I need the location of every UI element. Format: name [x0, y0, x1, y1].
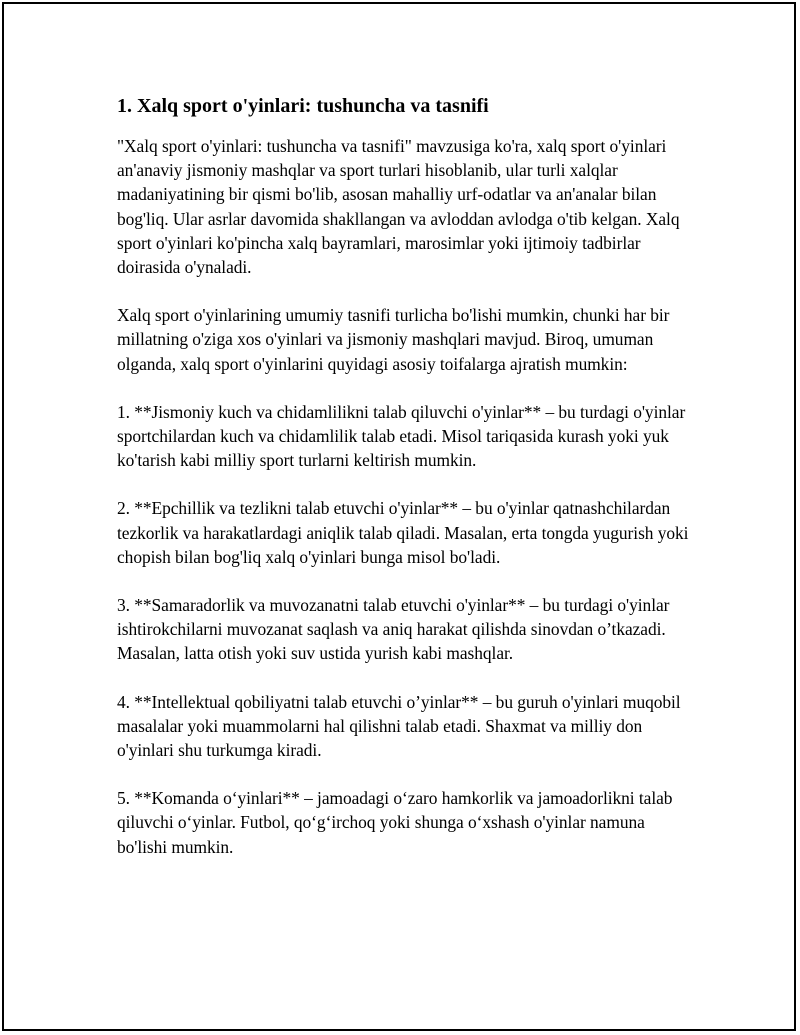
- list-item-intellectual-games: 4. **Intellektual qobiliyatni talab etuvchi o’yinlar** – bu guruh o'yinlari muqobil masalalar yoki muammolarni hal qilishni talab etadi. Shaxmat va milliy don o'yinlari shu turkumga kiradi.: [117, 691, 681, 761]
- list-item-balance-games: 3. **Samaradorlik va muvozanatni talab etuvchi o'yinlar** – bu turdagi o'yinlar ishtirokchilarni muvozanat saqlash va aniq harakat qilishda sinovdan o’tkazadi. Masalan, latta otish yoki suv ustida yurish kabi mashqlar.: [117, 595, 670, 664]
- list-item-agility-games: 2. **Epchillik va tezlikni talab etuvchi o'yinlar** – bu o'yinlar qatnashchilardan tezkorlik va harakatlardagi aniqlik talab qiladi. Masalan, erta tongda yugurish yoki chopish bilan bog'liq xalq o'yinlari bunga misol bo'ladi.: [117, 498, 689, 567]
- document-body: [117, 93, 695, 883]
- paragraph-classification-intro: Xalq sport o'yinlarining umumiy tasnifi turlicha bo'lishi mumkin, chunki har bir millatning o'ziga xos o'yinlari va jismoniy mashqlari mavjud. Biroq, umuman olganda, xalq sport o'yinlarini quyidagi asosiy toifalarga ajratish mumkin:: [117, 305, 670, 374]
- list-item-strength-games: 1. **Jismoniy kuch va chidamlilikni talab qiluvchi o'yinlar** – bu turdagi o'yinlar sportchilardan kuch va chidamlilik talab etadi. Misol tariqasida kurash yoki yuk ko'tarish kabi milliy sport turlarni keltirish mumkin.: [117, 401, 686, 471]
- paragraph-introduction: "Xalq sport o'yinlari: tushuncha va tasnifi" mavzusiga ko'ra, xalq sport o'yinlari an'anaviy jismoniy mashqlar va sport turlari hisoblanib, ular turli xalqlar madaniyatining bir qismi bo'lib, asosan mahalliy urf-odatlar va an'analar bilan bog'liq. Ular asrlar davomida shakllangan va avloddan avlodga o'tib kelgan. Xalq sport o'yinlari ko'pincha xalq bayramlari, marosimlar yoki ijtimoiy tadbirlar doirasida o'ynaladi.: [117, 136, 680, 278]
- list-item-team-games: 5. **Komanda o‘yinlari** – jamoadagi o‘zaro hamkorlik va jamoadorlikni talab qiluvchi o‘yinlar. Futbol, qo‘g‘irchoq yoki shunga o‘xshash o'yinlar namuna bo'lishi mumkin.: [117, 788, 673, 857]
- section-heading: 1. Xalq sport o'yinlari: tushuncha va tasnifi: [117, 95, 489, 117]
